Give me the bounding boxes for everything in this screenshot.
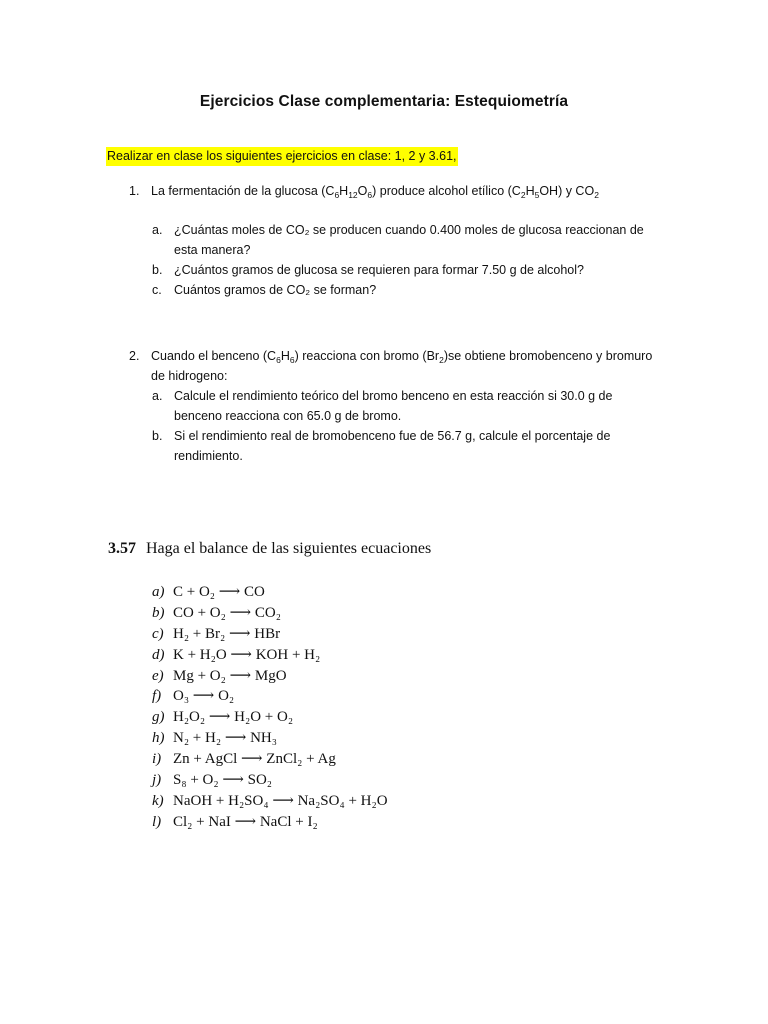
list-item: b. ¿Cuántos gramos de glucosa se requieren para formar 7.50 g de alcohol? xyxy=(152,263,584,277)
equation-letter: i) xyxy=(152,751,162,768)
equation-text: O₃ ⟶ O₂ xyxy=(173,688,235,705)
question-2 xyxy=(129,346,689,386)
equation-letter: e) xyxy=(152,667,164,684)
equation-letter: h) xyxy=(152,730,165,747)
equation-item xyxy=(152,582,388,603)
equation-item xyxy=(152,624,388,645)
equation-text: Mg + O₂ ⟶ MgO xyxy=(173,667,287,684)
equation-item xyxy=(152,707,388,728)
equation-text: NaOH + H₂SO₄ ⟶ Na₂SO₄ + H₂O xyxy=(173,792,388,809)
equation-letter: f) xyxy=(152,688,162,705)
question-2-text: Cuando el benceno $(C_6H_6)$ reacciona con bromo $(Br_2)se$ obtiene bromobenceno y bromuro de hidrogeno: xyxy=(151,349,653,383)
equation-text: C + O₂ ⟶ CO xyxy=(173,584,265,600)
list-item: c. Cuántos gramos de CO₂ se forman? xyxy=(152,283,377,297)
problem-number: 3.57 xyxy=(108,540,136,557)
equation-item xyxy=(152,749,388,770)
equation-item xyxy=(152,791,388,812)
equation-letter: l) xyxy=(152,813,162,830)
equation-text: K + H₂O ⟶ KOH + H₂ xyxy=(173,646,321,663)
equation-item xyxy=(152,728,388,749)
equation-letter: a) xyxy=(152,584,165,600)
equation-item xyxy=(152,812,388,833)
equation-item xyxy=(152,686,388,707)
equation-text: Cl₂ + NaI ⟶ NaCl + I₂ xyxy=(173,813,318,830)
equation-letter: j) xyxy=(152,772,162,789)
question-1 xyxy=(129,181,689,205)
question-number: 1. xyxy=(129,184,140,198)
equation-letter: g) xyxy=(152,709,165,726)
equation-text: H₂O₂ ⟶ H₂O + O₂ xyxy=(173,709,294,726)
equation-text: H₂ + Br₂ ⟶ HBr xyxy=(173,625,281,642)
equation-text: CO + O₂ ⟶ CO₂ xyxy=(173,604,281,621)
problem-statement: Haga el balance de las siguientes ecuaciones xyxy=(146,540,432,557)
equation-item xyxy=(152,645,388,666)
problem-3-57-heading xyxy=(108,540,431,558)
equation-letter: k) xyxy=(152,792,164,809)
equation-text: S₈ + O₂ ⟶ SO₂ xyxy=(173,772,273,789)
equation-text: N₂ + H₂ ⟶ NH₃ xyxy=(173,730,277,747)
question-2-subitems xyxy=(152,386,672,476)
list-item: b. Si el rendimiento real de bromobenceno fue de 56.7 g, calcule el porcentaje de rendimiento. xyxy=(152,429,611,463)
question-1-subitems xyxy=(152,220,672,310)
equation-letter: c) xyxy=(152,625,164,642)
question-number: 2. xyxy=(129,349,140,363)
equation-item xyxy=(152,603,388,624)
equation-list xyxy=(152,582,388,833)
question-1-text: La fermentación de la glucosa $(C_6H_{12}O_6)$ produce alcohol etílico $(C_2H_5OH)$ y $CO_2$ xyxy=(151,184,599,200)
equation-letter: d) xyxy=(152,646,165,663)
document-title: Ejercicios Clase complementaria: Estequiometría xyxy=(199,93,569,110)
list-item: a. ¿Cuántas moles de CO₂ se producen cuando 0.400 moles de glucosa reaccionan de esta manera? xyxy=(152,223,644,257)
equation-item xyxy=(152,666,388,687)
list-item: a. Calcule el rendimiento teórico del bromo benceno en esta reacción si 30.0 g de benceno reacciona con 65.0 g de bromo. xyxy=(152,389,613,423)
highlighted-instruction: Realizar en clase los siguientes ejercicios en clase: 1, 2 y 3.61, xyxy=(106,147,458,166)
equation-letter: b) xyxy=(152,604,165,621)
equation-text: Zn + AgCl ⟶ ZnCl₂ + Ag xyxy=(173,751,336,768)
equation-item xyxy=(152,770,388,791)
